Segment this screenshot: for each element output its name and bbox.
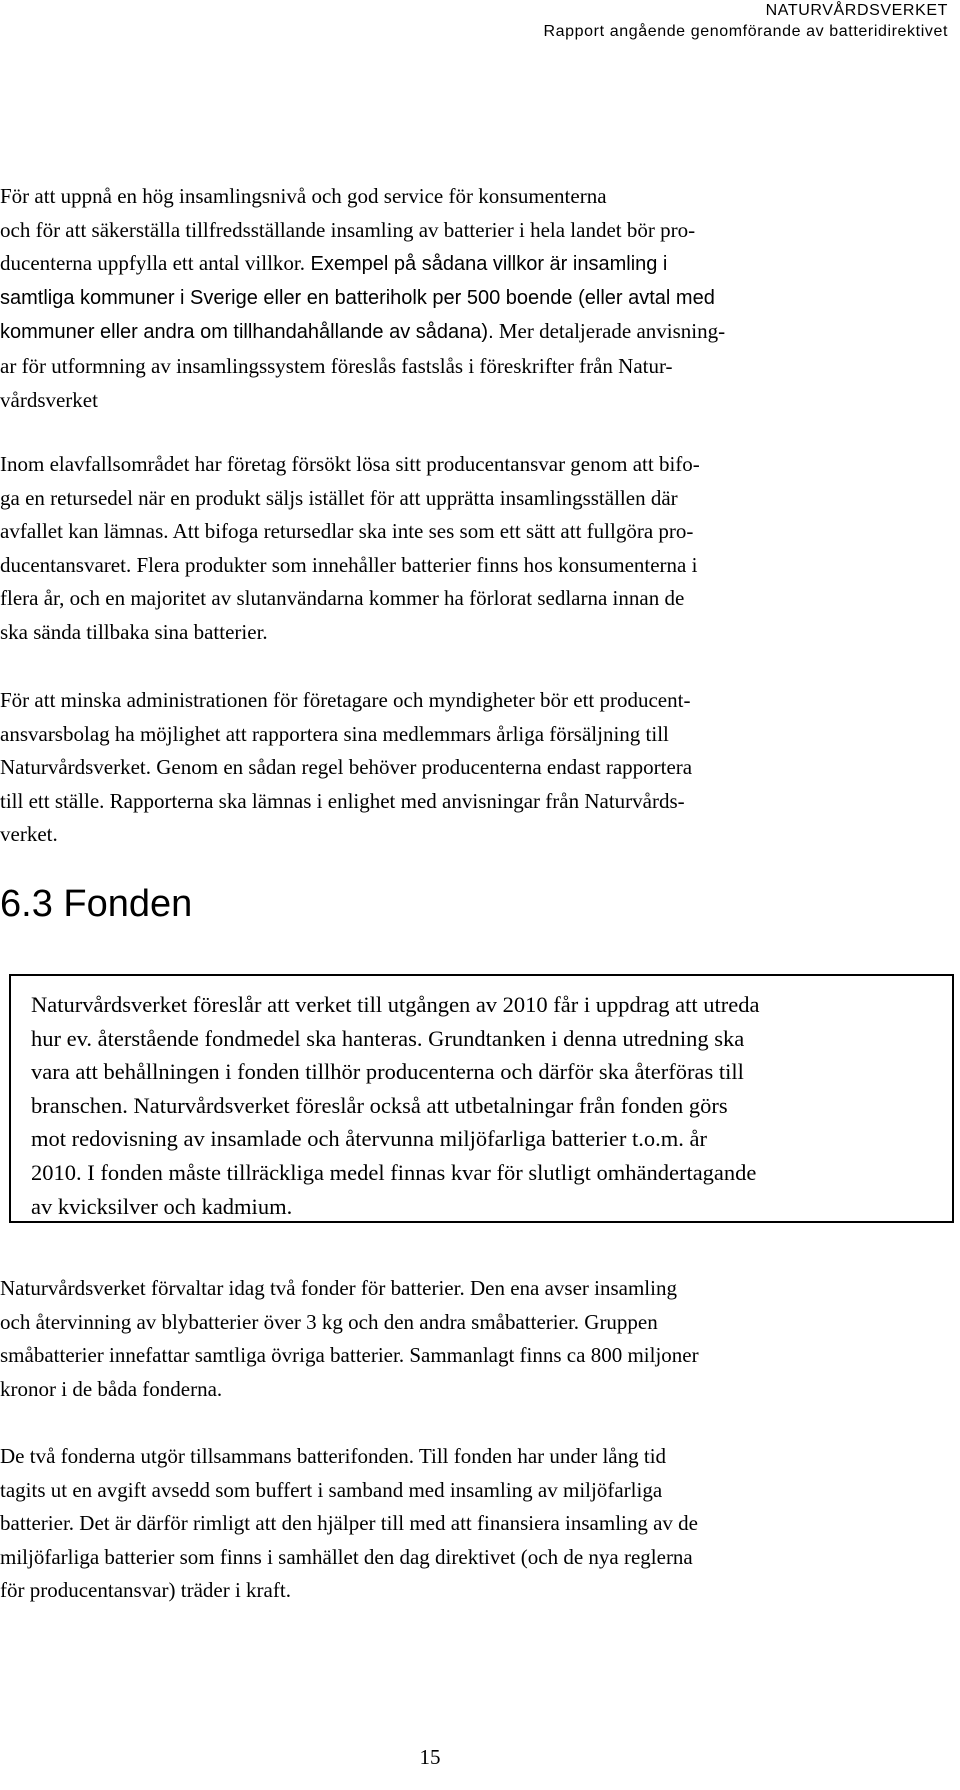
text-line: ar för utformning av insamlingssystem föreslås fastslås i föreskrifter från Natur- <box>0 353 673 378</box>
header-org: NATURVÅRDSVERKET <box>765 2 948 19</box>
text-line: branschen. Naturvårdsverket föreslår också att utbetalningar från fonden görs <box>31 1092 728 1118</box>
text-line: avfallet kan lämnas. Att bifoga retursedlar ska inte ses som ett sätt att fullgöra pro- <box>0 519 694 544</box>
text-segment: Mer detaljerade anvisning- <box>493 319 726 344</box>
text-line: verket. <box>0 822 58 847</box>
text-line: Naturvårdsverket föreslår att verket till utgången av 2010 får i uppdrag att utreda <box>31 992 760 1017</box>
page-number: 15 <box>419 1745 441 1769</box>
text-line: samtliga kommuner i Sverige eller en batteriholk per 500 boende (eller avtal med <box>0 286 715 309</box>
text-line: ducentansvaret. Flera produkter som innehåller batterier finns hos konsumenterna i <box>0 552 698 577</box>
text-line: För att minska administrationen för företagare och myndigheter bör ett producent- <box>0 688 691 712</box>
text-segment: Exempel på sådana villkor är insamling i <box>304 253 668 276</box>
text-line <box>0 315 725 350</box>
paragraph-return-slips <box>0 448 700 650</box>
paragraph-battery-fund <box>0 1440 698 1608</box>
paragraph-reporting <box>0 684 692 852</box>
text-segment: kommuner eller andra om tillhandahållande av sådana). <box>0 321 494 344</box>
text-line: Inom elavfallsområdet har företag försökt lösa sitt producentansvar genom att bifo- <box>0 452 700 476</box>
text-line: tagits ut en avgift avsedd som buffert i samband med insamling av miljöfarliga <box>0 1477 663 1502</box>
text-line: till ett ställe. Rapporterna ska lämnas i enlighet med anvisningar från Naturvårds- <box>0 788 685 813</box>
paragraph-two-funds <box>0 1272 699 1406</box>
text-line: batterier. Det är därför rimligt att den hjälper till med att finansiera insamling av de <box>0 1511 699 1536</box>
text-line: småbatterier innefattar samtliga övriga batterier. Sammanlagt finns ca 800 miljoner <box>0 1343 699 1368</box>
text-line: för producentansvar) träder i kraft. <box>0 1578 291 1603</box>
text-line: Naturvårdsverket. Genom en sådan regel behöver producenterna endast rapportera <box>0 755 693 780</box>
text-line <box>0 247 725 282</box>
text-line: ga en retursedel när en produkt säljs istället för att upprätta insamlingsställen där <box>0 485 678 510</box>
page-header <box>544 0 948 42</box>
text-line: vara att behållningen i fonden tillhör producenterna och därför ska återföras till <box>31 1059 744 1085</box>
text-line: ansvarsbolag ha möjlighet att rapportera sina medlemmars årliga försäljning till <box>0 721 669 746</box>
proposal-text <box>31 988 759 1223</box>
section-heading: 6.3 Fonden <box>0 883 193 925</box>
text-line: vårdsverket <box>0 387 98 412</box>
text-line: och återvinning av blybatterier över 3 kg och den andra småbatterier. Gruppen <box>0 1309 658 1334</box>
text-line: hur ev. återstående fondmedel ska hanteras. Grundtanken i denna utredning ska <box>31 1025 745 1051</box>
text-line: mot redovisning av insamlade och återvunna miljöfarliga batterier t.o.m. år <box>31 1126 708 1152</box>
text-line: och för att säkerställa tillfredsställande insamling av batterier i hela landet bör pro- <box>0 217 696 242</box>
paragraph-collection-conditions <box>0 180 725 417</box>
text-line: av kvicksilver och kadmium. <box>31 1193 293 1219</box>
text-line: ska sända tillbaka sina batterier. <box>0 619 268 644</box>
text-line: flera år, och en majoritet av slutanvändarna kommer ha förlorat sedlarna innan de <box>0 586 685 611</box>
text-line: 2010. I fonden måste tillräckliga medel finnas kvar för slutligt omhändertagande <box>31 1159 757 1185</box>
header-report-title: Rapport angående genomförande av batteridirektivet <box>543 23 948 40</box>
text-segment: ducenterna uppfylla ett antal villkor. <box>0 251 305 276</box>
text-line: miljöfarliga batterier som finns i samhället den dag direktivet (och de nya reglerna <box>0 1544 693 1569</box>
text-line: Naturvårdsverket förvaltar idag två fonder för batterier. Den ena avser insamling <box>0 1276 677 1300</box>
proposal-box <box>9 974 954 1223</box>
text-line: kronor i de båda fonderna. <box>0 1376 223 1401</box>
text-line: För att uppnå en hög insamlingsnivå och god service för konsumenterna <box>0 184 607 208</box>
text-line: De två fonderna utgör tillsammans batterifonden. Till fonden har under lång tid <box>0 1444 667 1468</box>
